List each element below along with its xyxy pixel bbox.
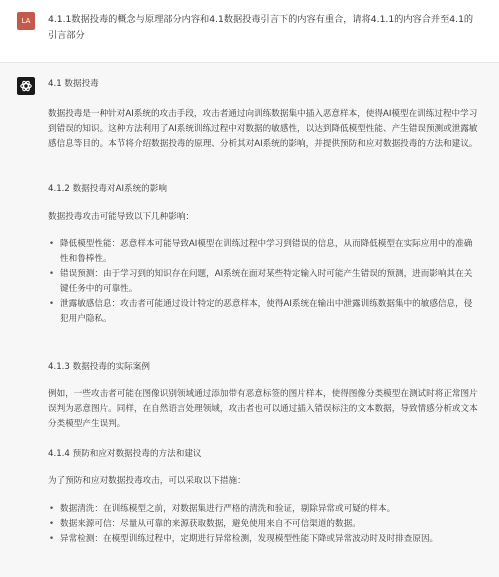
case-paragraph: 例如，一些攻击者可能在图像识别领域通过添加带有恶意标签的图片样本，使得图像分类模型在测试时将正常图片误判为恶意图片。同样，在自然语言处理领域，攻击者也可以通过插入错误标注的文本数据，导致情感分析或文本分类模型产生误判。 xyxy=(48,389,478,429)
list-item: • 数据来源可信：尽量从可靠的来源获取数据，避免使用来自不可信渠道的数据。 xyxy=(48,517,480,532)
impact-list xyxy=(48,237,480,327)
section-heading-4-1-3: 4.1.3 数据投毒的实际案例 xyxy=(48,362,150,372)
list-item: • 异常检测：在模型训练过程中，定期进行异常检测，发现模型性能下降或异常波动时及时排查原因。 xyxy=(48,532,480,547)
section-heading-4-1-4: 4.1.4 预防和应对数据投毒的方法和建议 xyxy=(48,449,202,459)
section-heading-4-1-2: 4.1.2 数据投毒对AI系统的影响 xyxy=(48,184,167,194)
openai-logo-icon xyxy=(19,79,33,93)
intro-paragraph: 数据投毒是一种针对AI系统的攻击手段，攻击者通过向训练数据集中插入恶意样本，使得AI模型在训练过程中学习到错误的知识。这种方法利用了AI系统训练过程中对数据的敏感性，以达到降低模型性能、产生错误预测或泄露敏感信息等目的。本节将介绍数据投毒的原理、分析其对AI系统的影响，并提供预防和应对数据投毒的方法和建议。 xyxy=(48,109,478,149)
list-item: • 降低模型性能：恶意样本可能导致AI模型在训练过程中学习到错误的信息，从而降低模型在实际应用中的准确性和鲁棒性。 xyxy=(48,237,480,267)
section-heading-4-1: 4.1 数据投毒 xyxy=(48,79,99,89)
list-item: • 泄露敏感信息：攻击者可能通过设计特定的恶意样本，使得AI系统在输出中泄露训练数据集中的敏感信息，侵犯用户隐私。 xyxy=(48,297,480,327)
measure-lead-text: 为了预防和应对数据投毒攻击，可以采取以下措施： xyxy=(48,476,246,486)
list-item: • 错误预测：由于学习到的知识存在问题，AI系统在面对某些特定输入时可能产生错误的预测，进而影响其在关键任务中的可靠性。 xyxy=(48,267,480,297)
user-avatar: LA xyxy=(17,12,35,30)
list-item: • 数据清洗：在训练模型之前，对数据集进行严格的清洗和验证，剔除异常或可疑的样本。 xyxy=(48,502,480,517)
measure-list xyxy=(48,502,480,547)
user-message-text: 4.1.1数据投毒的概念与原理部分内容和4.1数据投毒引言下的内容有重合，请将4.1.1的内容合并至4.1的引言部分 xyxy=(48,14,474,41)
impact-lead-text: 数据投毒攻击可能导致以下几种影响： xyxy=(48,212,195,222)
assistant-avatar xyxy=(17,77,35,95)
assistant-message-row xyxy=(0,63,499,577)
user-message-row xyxy=(0,0,499,63)
